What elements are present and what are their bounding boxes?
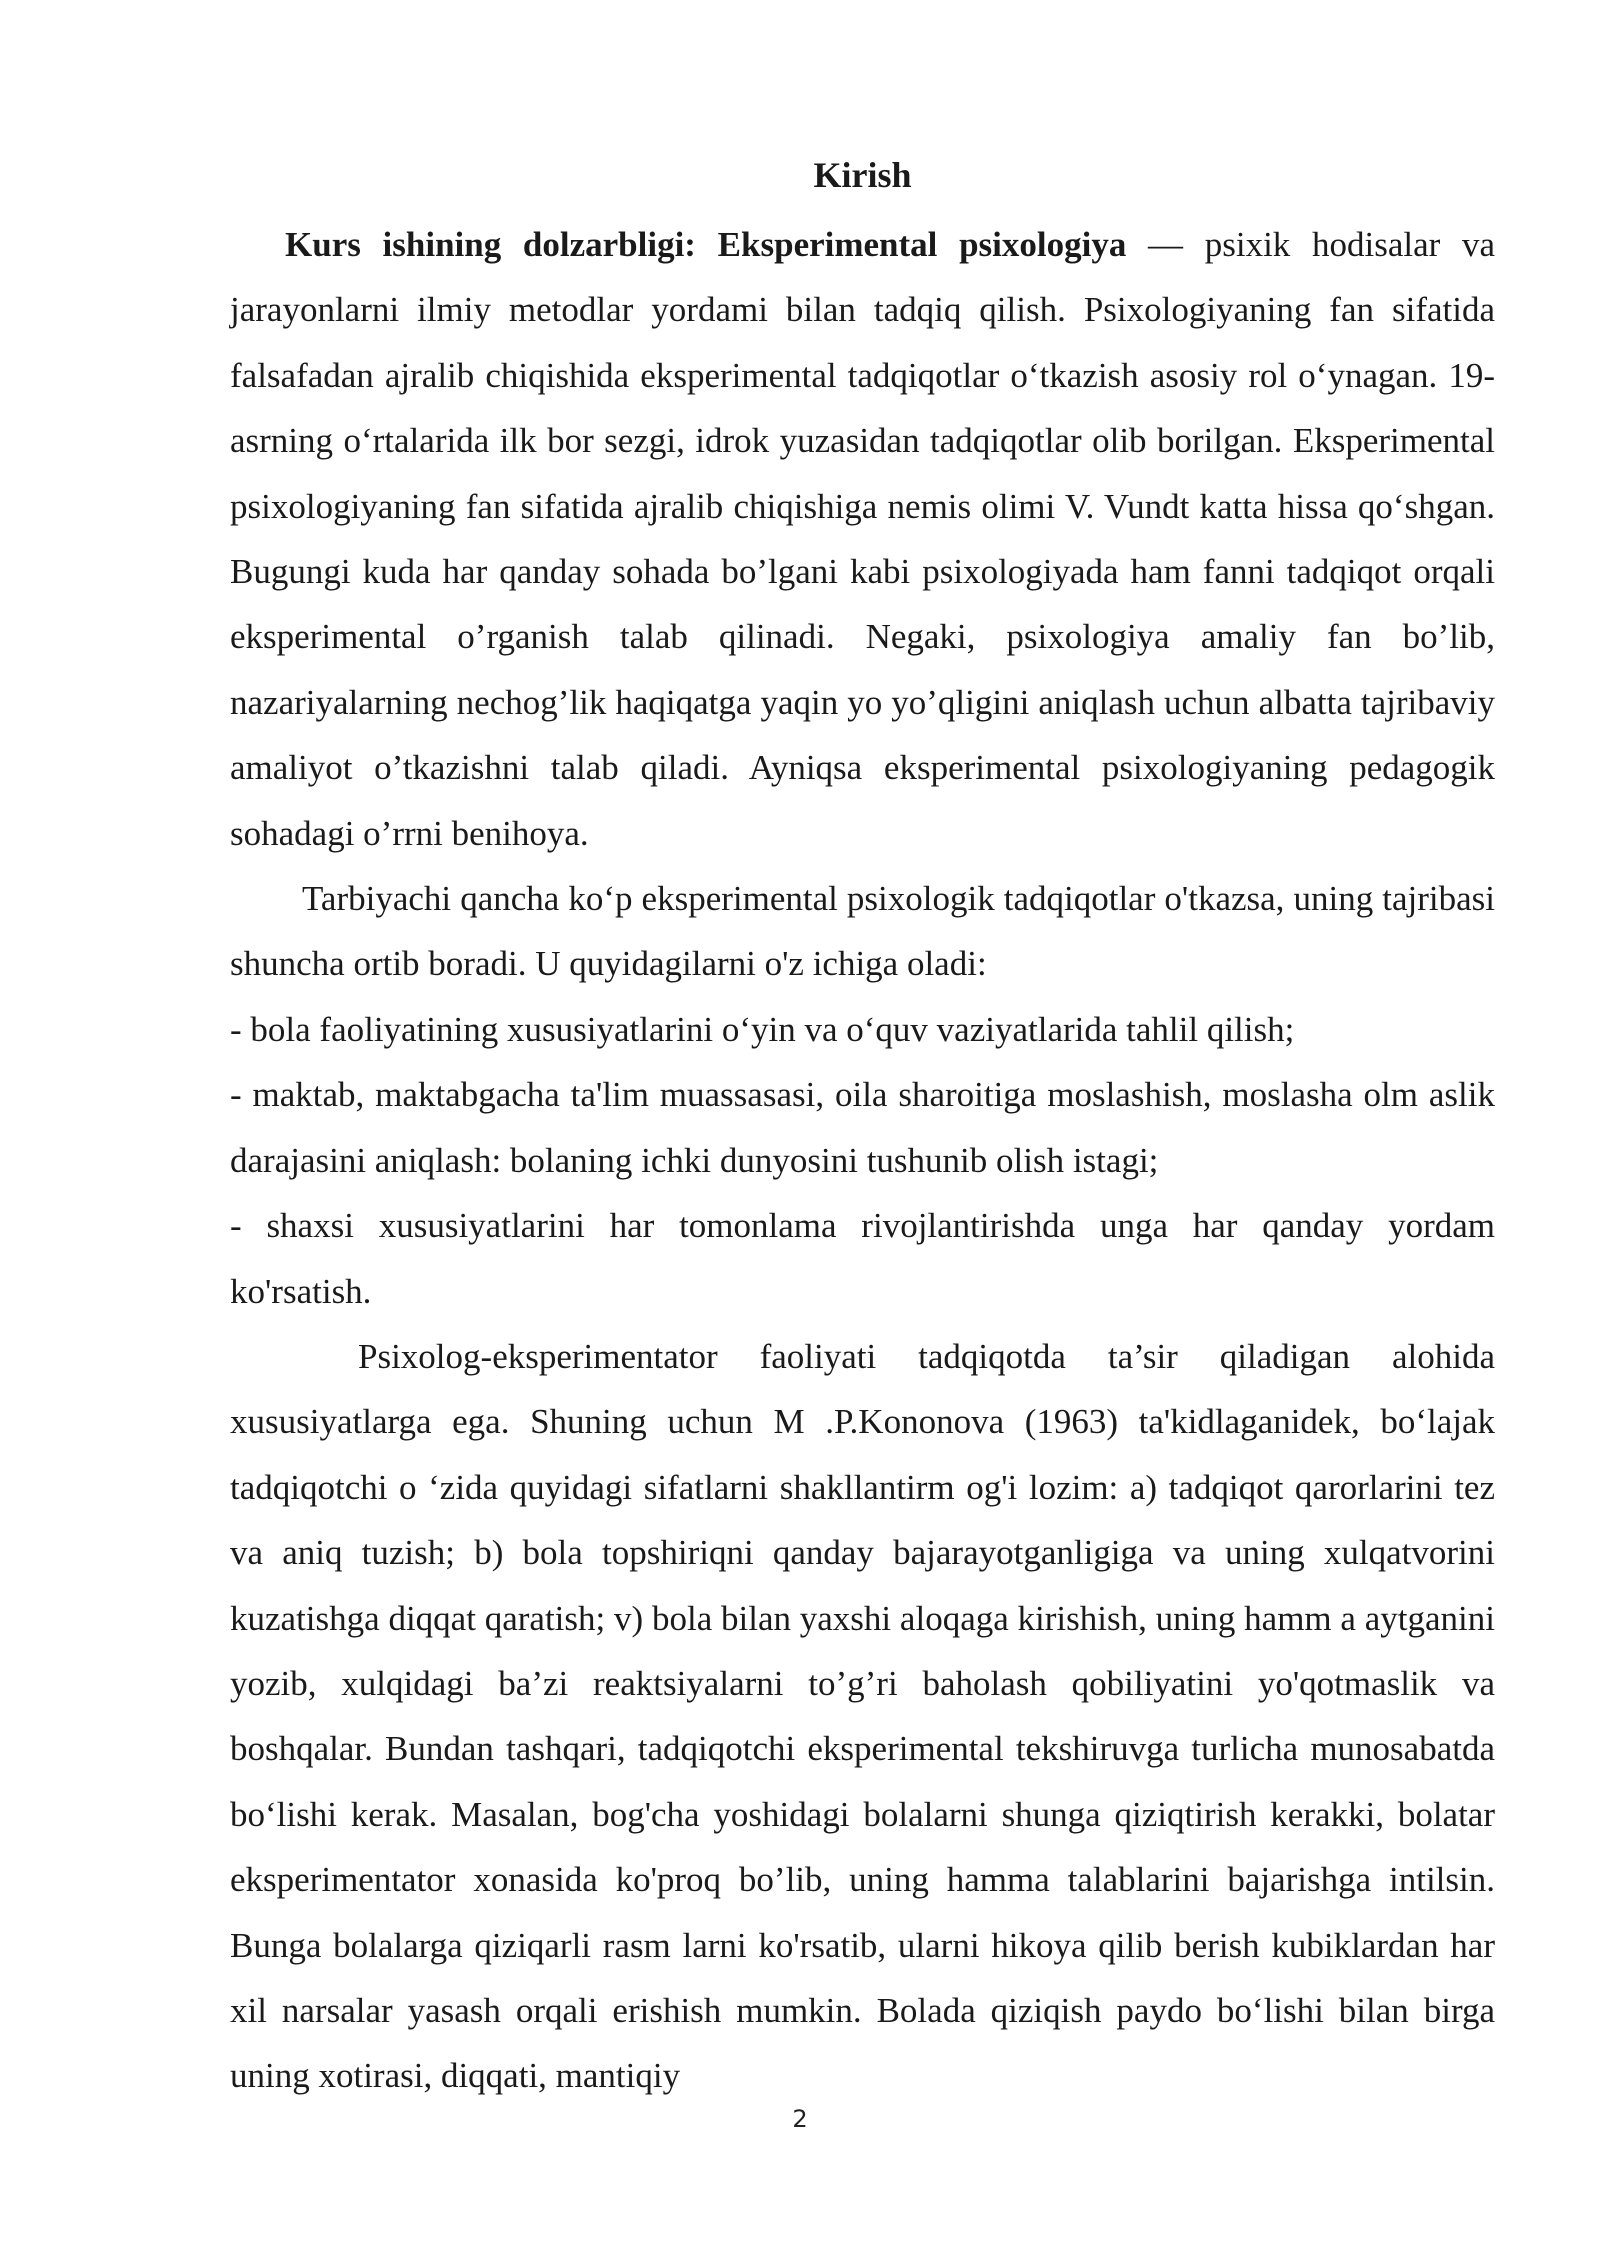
lead-bold-text: Kurs ishining dolzarbligi: xyxy=(285,225,696,264)
list-item: - maktab, maktabgacha ta'lim muassasasi, oila sharoitiga moslashish, moslasha olm aslik darajasini aniqlash: bolaning ichki dunyosini tushunib olish istagi; xyxy=(230,1075,1495,1180)
list-item: - bola faoliyatining xususiyatlarini oʻyin va oʻquv vaziyatlarida tahlil qilish; xyxy=(230,1009,1295,1049)
paragraph-tarbiyachi: Tarbiyachi qancha koʻp eksperimental psixologik tadqiqotlar o'tkazsa, uning tajribasi shuncha ortib boradi. U quyidagilarni o'z ichiga oladi: xyxy=(230,879,1495,984)
list-item: - shaxsi xususiyatlarini har tomonlama rivojlantirishda unga har qanday yordam ko'rsatish. xyxy=(230,1206,1495,1311)
intro-text: — psixik hodisalar va jarayonlarni ilmiy metodlar yordami bilan tadqiq qilish. Psixologiyaning fan sifatida falsafadan ajralib chiqishida eksperimental tadqiqotlar oʻtkazish asosiy rol oʻynagan. 19-asrning oʻrtalarida ilk bor sezgi, idrok yuzasidan tadqiqotlar olib borilgan. Eksperimental psixologiyaning fan sifatida ajralib chiqishiga nemis olimi V. Vundt katta hissa qoʻshgan. Bugungi kuda har qanday sohada bo’lgani kabi psixologiyada ham fanni tadqiqot orqali eksperimental o’rganish talab qilinadi. Negaki, psixologiya amaliy fan bo’lib, nazariyalarning nechog’lik haqiqatga yaqin yo yo’qligini aniqlash uchun albatta tajribaviy amaliyot o’tkazishni talab qiladi. Ayniqsa eksperimental psixologiyaning pedagogik sohadagi o’rrni benihoya. xyxy=(230,225,1495,853)
paragraph-psixolog: Psixolog-eksperimentator faoliyati tadqiqotda ta’sir qiladigan alohida xususiyatlarga ega. Shuning uchun M .P.Kononova (1963) ta'kidlaganidek, boʻlajak tadqiqotchi o ‘zida quyidagi sifatlarni shakllantirm og'i lozim: a) tadqiqot qarorlarini tez va aniq tuzish; b) bola topshiriqni qanday bajarayotganligiga va uning xulqatvorini kuzatishga diqqat qaratish; v) bola bilan yaxshi aloqaga kirishish, uning hamm a aytganini yozib, xulqidagi ba’zi reaktsiyalarni to’g’ri baholash qobiliyatini yo'qotmaslik va boshqalar. Bundan tashqari, tadqiqotchi eksperimental tekshiruvga turlicha munosabatda boʻlishi kerak. Masalan, bog'cha yoshidagi bolalarni shunga qiziqtirish kerakki, bolatar eksperimentator xonasida ko'proq bo’lib, uning hamma talablarini bajarishga intilsin. Bunga bolalarga qiziqarli rasm larni ko'rsatib, ularni hikoya qilib berish kubiklardan har xil narsalar yasash orqali erishish mumkin. Bolada qiziqish paydo boʻlishi bilan birga uning xotirasi, diqqati, mantiqiy xyxy=(230,1336,1495,2096)
term-bold-text: Eksperimental psixologiya xyxy=(717,225,1127,264)
page-content xyxy=(230,150,1495,2109)
section-title: Kirish xyxy=(813,155,912,195)
page-number: 2 xyxy=(792,2105,808,2133)
intro-paragraph xyxy=(230,212,1495,866)
